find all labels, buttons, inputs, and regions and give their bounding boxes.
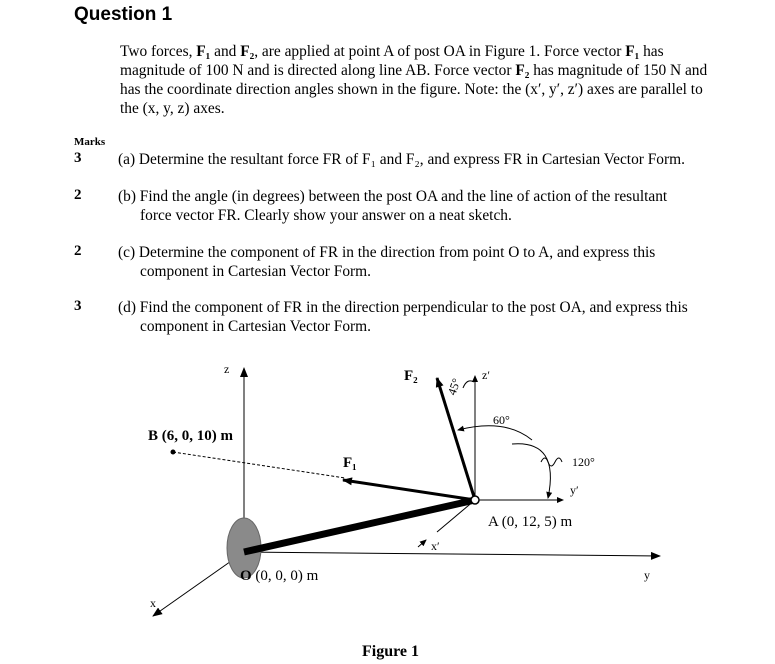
figure-caption: Figure 1: [362, 643, 420, 660]
part-c-mark: 2: [74, 243, 82, 259]
post-oa: [244, 500, 475, 552]
angle-45-arc: [463, 381, 474, 388]
x-prime-label: x′: [431, 539, 440, 553]
part-b-mark: 2: [74, 187, 82, 203]
angle-120-arc: [512, 444, 550, 498]
angle-60-label: 60°: [493, 413, 510, 427]
point-b: [171, 450, 176, 455]
z-axis-label: z: [224, 362, 230, 376]
z-prime-label: z′: [482, 368, 490, 382]
f1-symbol-2: F₁: [625, 43, 640, 60]
angle-120-label: 120°: [572, 455, 595, 469]
f1-label: F₁: [343, 455, 357, 471]
f2-symbol: F₂: [240, 43, 255, 60]
intro-text-1: Two forces,: [120, 43, 197, 60]
point-a: [471, 496, 479, 504]
angle-120-squiggle: [541, 458, 562, 466]
part-b-line1: (b) Find the angle (in degrees) between the post OA and the line of action of the resultant: [118, 188, 668, 205]
y-axis-label: y: [644, 568, 650, 582]
part-d-mark: 3: [74, 298, 82, 314]
intro-text-5: has magnitude of 150 N and has the coordinate direction angles shown in the figure. Note: the (x′, y′, z′) axes are parallel to the (x, y, z) axes.: [120, 62, 708, 117]
part-b-line2: force vector FR. Clearly show your answer on a neat sketch.: [140, 207, 512, 224]
angle-60-arc: [458, 426, 532, 440]
y-axis: [244, 552, 660, 556]
point-b-label-text: B (6, 0, 10) m: [148, 428, 233, 444]
intro-text-4: has magnitude of 100 N and is directed along line AB. Force vector: [120, 43, 664, 79]
part-c-line2: component in Cartesian Vector Form.: [140, 263, 371, 280]
angle-45-label: 45°: [444, 376, 464, 398]
y-prime-label: y′: [570, 483, 579, 497]
f2-symbol-2: F₂: [515, 62, 530, 79]
point-o-letter: O: [240, 568, 252, 584]
f1-symbol: F₁: [196, 43, 211, 60]
point-b-label: [148, 428, 233, 444]
part-a-mark: 3: [74, 150, 82, 166]
point-a-label: A (0, 12, 5) m: [488, 514, 573, 530]
f1-vector: [343, 480, 475, 500]
part-a-line1: (a) Determine the resultant force FR of F₁ and F₂, and express FR in Cartesian Vector Form.: [118, 151, 685, 168]
part-d-line1: (d) Find the component of FR in the direction perpendicular to the post OA, and express this: [118, 299, 688, 316]
x-axis-label: x: [150, 596, 156, 610]
x-prime-arrow: [418, 540, 426, 547]
part-c-line1: (c) Determine the component of FR in the direction from point O to A, and express this: [118, 244, 656, 261]
question-heading: Question 1: [74, 4, 173, 25]
point-o-label: [240, 568, 319, 584]
intro-text-2: and: [210, 43, 241, 60]
point-o-coords: (0, 0, 0) m: [251, 568, 319, 584]
intro-text-3: , are applied at point A of post OA in Figure 1. Force vector: [254, 43, 626, 60]
part-d-line2: component in Cartesian Vector Form.: [140, 318, 371, 335]
marks-label: Marks: [74, 136, 106, 148]
line-ab-dashed: [173, 452, 345, 478]
f2-label: F₂: [404, 368, 418, 384]
